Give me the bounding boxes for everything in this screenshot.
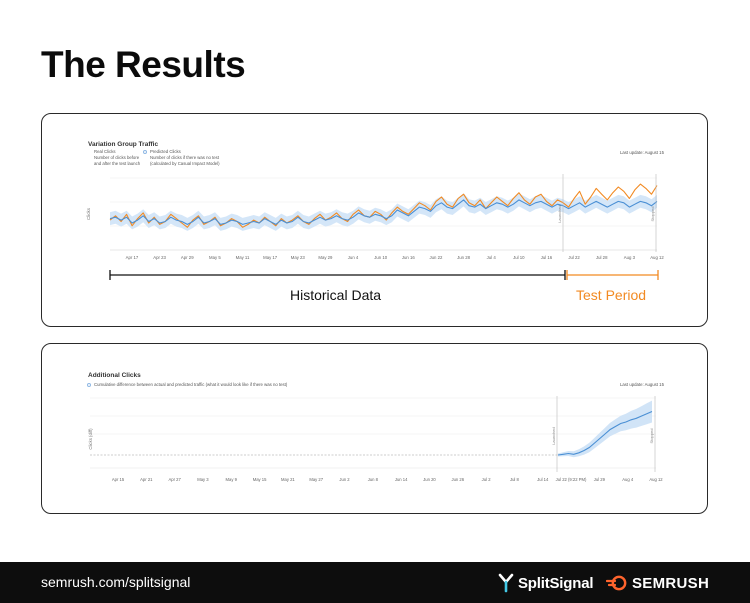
chart2-title: Additional Clicks (88, 372, 141, 379)
chart2-x-tick-label: Jul 29 (593, 477, 605, 482)
chart1-x-tick-label: May 17 (263, 255, 278, 260)
chart2-x-tick-label: Jun 26 (451, 477, 465, 482)
historical-data-label: Historical Data (290, 287, 382, 303)
chart2-x-tick-label: Jul 14 (537, 477, 549, 482)
chart1-x-tick-label: Apr 17 (125, 255, 139, 260)
page-title: The Results (41, 44, 246, 85)
semrush-flame-icon (606, 575, 628, 591)
test-period-label: Test Period (576, 287, 647, 303)
chart1-x-tick-label: May 11 (235, 255, 250, 260)
chart1-x-tick-label: Jul 10 (513, 255, 525, 260)
chart1-x-tick-label: Jul 4 (486, 255, 496, 260)
legend-real-desc1: Number of clicks before (94, 155, 140, 160)
footer (0, 562, 750, 603)
chart2-x-tick-label: Apr 27 (168, 477, 181, 482)
chart1-x-tick-label: May 23 (290, 255, 305, 260)
chart2-launched-label: Launched (551, 427, 556, 445)
chart1-launched-label: Launched (557, 205, 562, 223)
chart1-x-tick-label: May 29 (318, 255, 333, 260)
additional-clicks-chart (42, 344, 706, 512)
legend-pred-label: Predicted Clicks (150, 149, 181, 154)
chart2-x-tick-label: Jun 8 (367, 477, 378, 482)
variation-traffic-card (41, 113, 708, 327)
chart1-x-tick-label: May 5 (209, 255, 221, 260)
chart1-last-update: Last update: August 15 (620, 150, 664, 155)
chart2-x-tick-label: Jul 22 (9:22 PM) (555, 477, 587, 482)
footer-url[interactable]: semrush.com/splitsignal (41, 574, 191, 590)
chart2-x-tick-label: May 27 (309, 477, 324, 482)
chart2-x-tick-label: Aug 4 (622, 477, 634, 482)
chart2-x-tick-label: Jun 20 (423, 477, 436, 482)
chart2-x-tick-label: May 3 (197, 477, 209, 482)
splitsignal-icon (498, 573, 514, 593)
chart2-x-tick-label: Jun 2 (339, 477, 350, 482)
legend-pred-desc2: (calculated by Casual Impact Model) (150, 161, 220, 166)
chart1-x-tick-label: Jun 28 (457, 255, 471, 260)
chart2-x-tick-label: May 21 (281, 477, 295, 482)
legend-real-label: Real Clicks (94, 149, 116, 154)
semrush-wordmark: SEMRUSH (632, 574, 710, 592)
legend-real-desc2: and after the test launch (94, 161, 141, 166)
chart2-x-tick-label: Jul 2 (481, 477, 491, 482)
splitsignal-wordmark: SplitSignal (518, 574, 594, 592)
chart1-x-tick-label: Jun 16 (401, 255, 415, 260)
legend-pred-desc1: Number of clicks if there was no test (150, 155, 220, 160)
chart1-x-tick-label: Jun 10 (374, 255, 388, 260)
chart2-x-tick-label: May 9 (225, 477, 237, 482)
chart1-title: Variation Group Traffic (88, 141, 159, 148)
additional-clicks-card (41, 343, 708, 514)
semrush-logo (606, 572, 709, 594)
chart2-x-tick-label: Jul 8 (509, 477, 519, 482)
chart1-x-tick-label: Aug 3 (623, 255, 635, 260)
legend-cumulative-desc: Cumulative difference between actual and predicted traffic (what it would look like if there was no test) (94, 382, 288, 387)
chart2-x-tick-label: Apr 21 (140, 477, 153, 482)
chart2-x-tick-label: Apr 15 (111, 477, 125, 482)
chart1-x-tick-label: Aug 12 (650, 255, 664, 260)
chart2-stopped-label: Stopped (649, 428, 654, 444)
chart1-y-label: Clicks (86, 208, 91, 220)
chart2-last-update: Last update: August 15 (620, 382, 664, 387)
chart1-x-tick-label: Apr 23 (153, 255, 166, 260)
chart1-x-tick-label: Jul 16 (540, 255, 553, 260)
chart2-x-tick-label: May 15 (252, 477, 267, 482)
chart2-x-tick-label: Aug 12 (649, 477, 663, 482)
cumulative-confidence-band (558, 401, 652, 458)
chart1-x-tick-label: Apr 29 (180, 255, 194, 260)
chart2-y-label: Clicks (diff) (88, 428, 93, 450)
splitsignal-logo (498, 572, 593, 594)
chart1-stopped-label: Stopped (650, 206, 655, 222)
chart1-x-tick-label: Jun 22 (429, 255, 443, 260)
predicted-confidence-band (110, 193, 657, 231)
chart1-x-tick-label: Jun 4 (347, 255, 359, 260)
chart1-x-tick-label: Jul 22 (568, 255, 580, 260)
chart1-x-tick-label: Jul 28 (596, 255, 608, 260)
chart2-x-tick-label: Jun 14 (394, 477, 408, 482)
